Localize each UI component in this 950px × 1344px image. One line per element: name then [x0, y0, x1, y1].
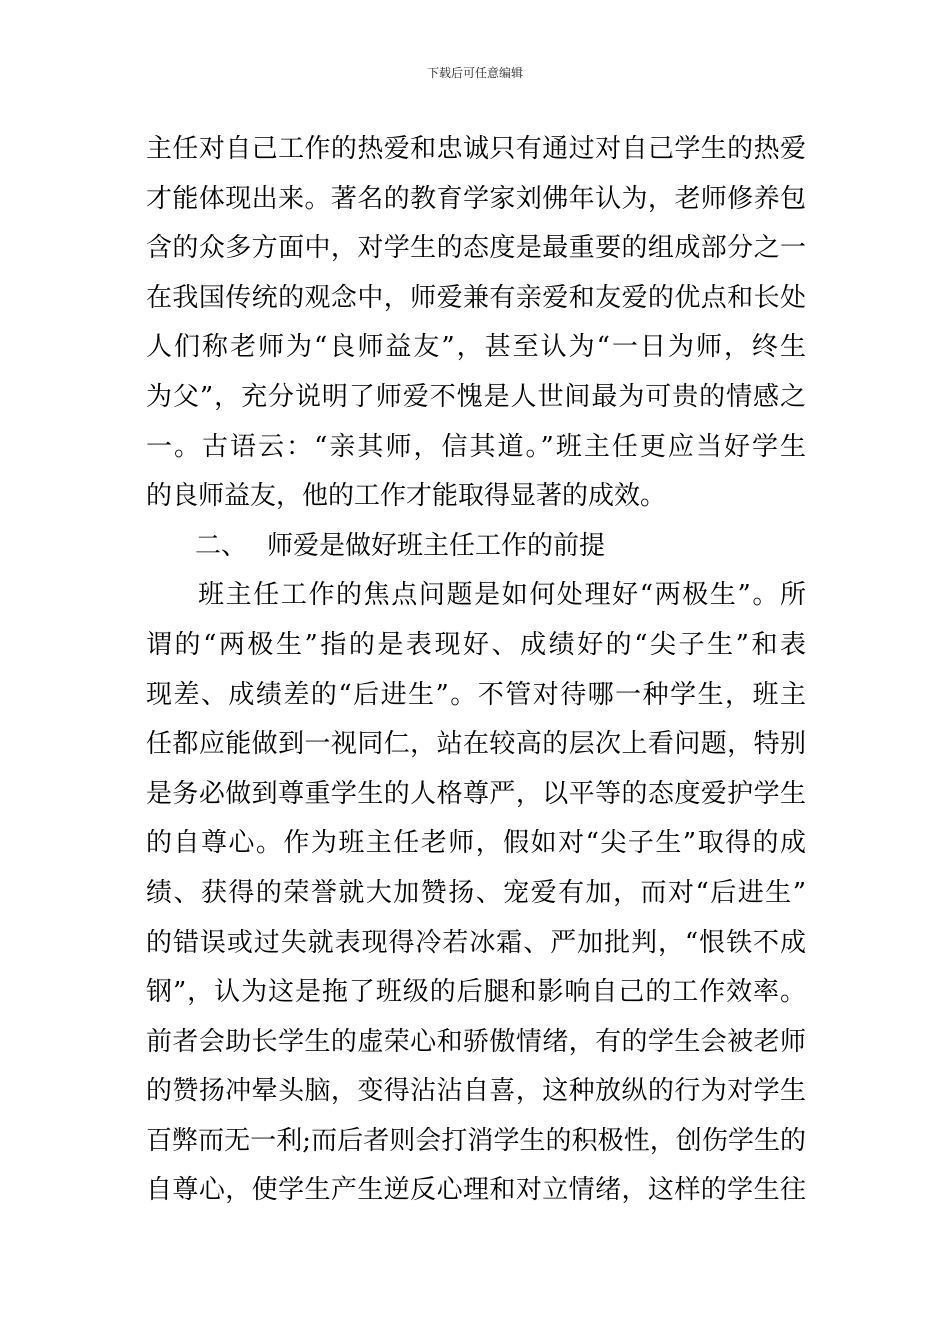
paragraph-2-line: 谓的“两极生”指的是表现好、成绩好的“尖子生”和表	[146, 629, 806, 660]
paragraph-2-line: 是务必做到尊重学生的人格尊严，以平等的态度爱护学生	[146, 778, 806, 809]
paragraph-2-line: 绩、获得的荣誉就大加赞扬、宠爱有加，而对“后进生”	[146, 877, 806, 908]
paragraph-1-line: 人们称老师为“良师益友”，甚至认为“一日为师，终生	[146, 332, 806, 363]
paragraph-1-line: 为父”，充分说明了师爱不愧是人世间最为可贵的情感之	[146, 381, 806, 412]
paragraph-1-line: 在我国传统的观念中，师爱兼有亲爱和友爱的优点和长处	[146, 282, 806, 313]
paragraph-1-line: 才能体现出来。著名的教育学家刘佛年认为，老师修养包	[146, 183, 806, 214]
paragraph-2-line: 的赞扬冲晕头脑，变得沾沾自喜，这种放纵的行为对学生	[146, 1076, 806, 1107]
paragraph-2-line: 百弊而无一利;而后者则会打消学生的积极性，创伤学生的	[146, 1125, 806, 1156]
paragraph-2-line: 班主任工作的焦点问题是如何处理好“两极生”。所	[198, 580, 806, 611]
section-heading	[146, 522, 806, 572]
paragraph-2-line: 的错误或过失就表现得冷若冰霜、严加批判，“恨铁不成	[146, 927, 806, 958]
paragraph-1-line: 的良师益友，他的工作才能取得显著的成效。	[146, 481, 667, 512]
paragraph-2-line: 任都应能做到一视同仁，站在较高的层次上看问题，特别	[146, 729, 806, 760]
paragraph-1-line: 一。古语云：“亲其师，信其道。”班主任更应当好学生	[146, 431, 806, 462]
paragraph-2-line: 的自尊心。作为班主任老师，假如对“尖子生”取得的成	[146, 828, 806, 859]
page-header: 下载后可任意编辑	[426, 66, 523, 80]
paragraph-1-line: 含的众多方面中，对学生的态度是最重要的组成部分之一	[146, 233, 806, 264]
section-heading-title: 师爱是做好班主任工作的前提	[267, 530, 606, 561]
paragraph-2-line: 现差、成绩差的“后进生”。不管对待哪一种学生，班主	[146, 679, 806, 710]
document-body	[146, 125, 806, 1216]
paragraph-2-line: 自尊心，使学生产生逆反心理和对立情绪，这样的学生往	[146, 1175, 806, 1206]
paragraph-2-line: 钢”，认为这是拖了班级的后腿和影响自己的工作效率。	[146, 977, 806, 1008]
paragraph-1-line: 主任对自己工作的热爱和忠诚只有通过对自己学生的热爱	[146, 134, 806, 164]
section-heading-number: 二、	[195, 530, 248, 561]
paragraph-2-line: 前者会助长学生的虚荣心和骄傲情绪，有的学生会被老师	[146, 1026, 806, 1057]
